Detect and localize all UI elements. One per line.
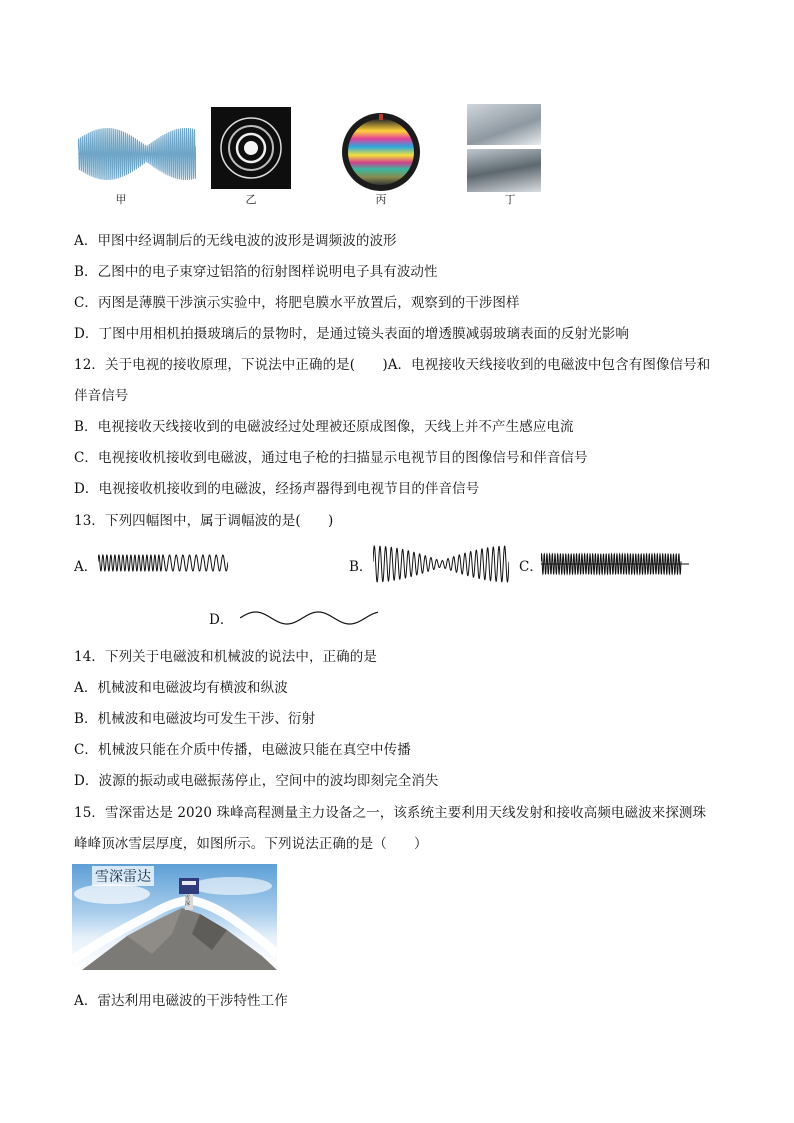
q12-option-d: D．电视接收机接收到的电磁波，经扬声器得到电视节目的伴音信号 bbox=[74, 481, 480, 497]
snow-radar-image-title: 雪深雷达 bbox=[92, 866, 154, 886]
modulated-wave-figure bbox=[78, 125, 196, 183]
q13-wave-c bbox=[541, 551, 689, 577]
q13-label-a: A． bbox=[74, 559, 98, 575]
snow-radar-photo bbox=[72, 864, 277, 970]
q12-option-c: C．电视接收机接收到电磁波，通过电子枪的扫描显示电视节目的图像信号和伴音信号 bbox=[74, 450, 588, 466]
camera-glass-photo-figure bbox=[467, 104, 541, 192]
figure-caption-ding: 丁 bbox=[504, 193, 516, 206]
figure-caption-bing: 丙 bbox=[375, 193, 387, 206]
q15-stem-continued: 峰峰顶冰雪层厚度，如图所示。下列说法正确的是（ ） bbox=[74, 836, 428, 852]
q14-option-b: B．机械波和电磁波均可发生干涉、衍射 bbox=[74, 711, 316, 727]
q14-option-d: D．波源的振动或电磁振荡停止，空间中的波均即刻完全消失 bbox=[74, 773, 439, 789]
figure-caption-jia: 甲 bbox=[115, 193, 127, 206]
soap-film-interference-figure bbox=[341, 112, 421, 192]
q13-label-c: C． bbox=[519, 559, 543, 575]
q11-option-a: A．甲图中经调制后的无线电波的波形是调频波的波形 bbox=[74, 233, 397, 249]
figure-caption-yi: 乙 bbox=[245, 193, 257, 206]
electron-diffraction-figure bbox=[211, 107, 291, 189]
q13-stem: 13．下列四幅图中，属于调幅波的是( ) bbox=[74, 513, 334, 529]
q14-stem: 14．下列关于电磁波和机械波的说法中，正确的是 bbox=[74, 649, 377, 665]
q14-option-c: C．机械波只能在介质中传播，电磁波只能在真空中传播 bbox=[74, 742, 411, 758]
q13-wave-b bbox=[373, 544, 509, 584]
q12-stem-continued: 伴音信号 bbox=[74, 388, 129, 404]
q13-wave-a bbox=[98, 551, 228, 575]
q11-option-c: C．丙图是薄膜干涉演示实验中，将肥皂膜水平放置后，观察到的干涉图样 bbox=[74, 295, 520, 311]
q13-label-b: B． bbox=[349, 559, 373, 575]
q11-option-b: B．乙图中的电子束穿过铝箔的衍射图样说明电子具有波动性 bbox=[74, 264, 438, 280]
q15-stem: 15．雪深雷达是 2020 珠峰高程测量主力设备之一，该系统主要利用天线发射和接收高频电磁波来探测珠 bbox=[74, 805, 707, 821]
q12-stem: 12．关于电视的接收原理，下说法中正确的是( )A．电视接收天线接收到的电磁波中包含有图像信号和 bbox=[74, 357, 711, 373]
q14-option-a: A．机械波和电磁波均有横波和纵波 bbox=[74, 680, 288, 696]
q11-option-d: D．丁图中用相机拍摄玻璃后的景物时，是通过镜头表面的增透膜减弱玻璃表面的反射光影响 bbox=[74, 326, 629, 342]
q13-wave-d bbox=[240, 606, 378, 630]
q12-option-b: B．电视接收天线接收到的电磁波经过处理被还原成图像，天线上并不产生感应电流 bbox=[74, 419, 574, 435]
snow-radar-device-label: 雪深 bbox=[185, 895, 191, 907]
q13-label-d: D． bbox=[209, 612, 234, 628]
q15-option-a: A．雷达利用电磁波的干涉特性工作 bbox=[74, 993, 288, 1009]
